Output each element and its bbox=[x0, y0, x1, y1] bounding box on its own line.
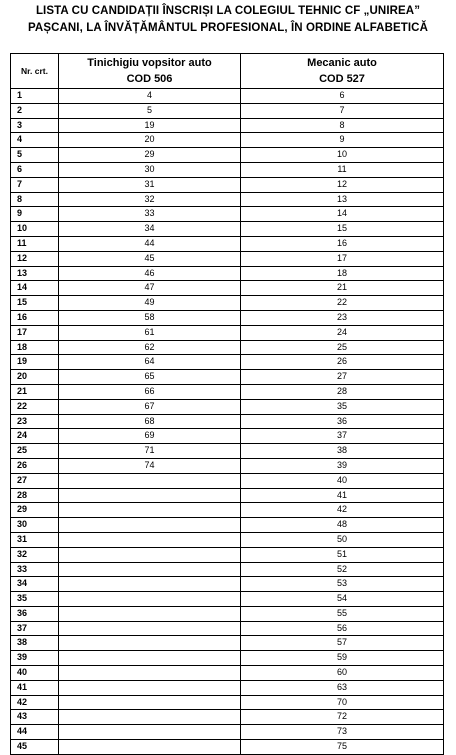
cell-mecanic: 35 bbox=[241, 399, 444, 414]
table-row bbox=[11, 547, 444, 562]
cell-mecanic: 23 bbox=[241, 310, 444, 325]
cell-mecanic: 14 bbox=[241, 207, 444, 222]
cell-mecanic: 70 bbox=[241, 695, 444, 710]
cell-tinichigiu: 31 bbox=[59, 177, 241, 192]
cell-tinichigiu: 67 bbox=[59, 399, 241, 414]
table-row bbox=[11, 103, 444, 118]
table-row bbox=[11, 725, 444, 740]
cell-mecanic: 7 bbox=[241, 103, 444, 118]
cell-tinichigiu: 33 bbox=[59, 207, 241, 222]
table-row bbox=[11, 651, 444, 666]
cell-mecanic: 54 bbox=[241, 592, 444, 607]
cell-tinichigiu: 46 bbox=[59, 266, 241, 281]
header-tinichigiu-name: Tinichigiu vopsitor auto bbox=[87, 57, 212, 69]
cell-tinichigiu: 29 bbox=[59, 148, 241, 163]
cell-tinichigiu: 4 bbox=[59, 89, 241, 104]
row-nr: 21 bbox=[11, 384, 59, 399]
table-row bbox=[11, 384, 444, 399]
table-row bbox=[11, 503, 444, 518]
row-nr: 41 bbox=[11, 680, 59, 695]
cell-mecanic: 36 bbox=[241, 414, 444, 429]
table-row bbox=[11, 695, 444, 710]
cell-mecanic: 11 bbox=[241, 162, 444, 177]
table-row bbox=[11, 207, 444, 222]
cell-tinichigiu bbox=[59, 503, 241, 518]
cell-mecanic: 39 bbox=[241, 458, 444, 473]
table-row bbox=[11, 473, 444, 488]
cell-mecanic: 38 bbox=[241, 444, 444, 459]
cell-mecanic: 50 bbox=[241, 532, 444, 547]
table-row bbox=[11, 236, 444, 251]
table-row bbox=[11, 710, 444, 725]
cell-tinichigiu bbox=[59, 518, 241, 533]
cell-tinichigiu: 44 bbox=[59, 236, 241, 251]
cell-mecanic: 56 bbox=[241, 621, 444, 636]
row-nr: 45 bbox=[11, 740, 59, 755]
header-mecanic bbox=[241, 54, 444, 89]
row-nr: 16 bbox=[11, 310, 59, 325]
cell-mecanic: 42 bbox=[241, 503, 444, 518]
table-row bbox=[11, 266, 444, 281]
row-nr: 27 bbox=[11, 473, 59, 488]
row-nr: 22 bbox=[11, 399, 59, 414]
row-nr: 12 bbox=[11, 251, 59, 266]
cell-tinichigiu: 32 bbox=[59, 192, 241, 207]
table-row bbox=[11, 666, 444, 681]
header-nr-crt: Nr. crt. bbox=[11, 54, 59, 89]
table-row bbox=[11, 222, 444, 237]
cell-mecanic: 17 bbox=[241, 251, 444, 266]
cell-tinichigiu bbox=[59, 606, 241, 621]
cell-tinichigiu: 34 bbox=[59, 222, 241, 237]
table-row bbox=[11, 325, 444, 340]
table-row bbox=[11, 148, 444, 163]
cell-mecanic: 24 bbox=[241, 325, 444, 340]
row-nr: 33 bbox=[11, 562, 59, 577]
header-tinichigiu bbox=[59, 54, 241, 89]
cell-tinichigiu bbox=[59, 710, 241, 725]
table-row bbox=[11, 89, 444, 104]
row-nr: 23 bbox=[11, 414, 59, 429]
cell-mecanic: 72 bbox=[241, 710, 444, 725]
header-mecanic-name: Mecanic auto bbox=[307, 57, 377, 69]
cell-mecanic: 55 bbox=[241, 606, 444, 621]
cell-mecanic: 15 bbox=[241, 222, 444, 237]
cell-mecanic: 13 bbox=[241, 192, 444, 207]
cell-mecanic: 37 bbox=[241, 429, 444, 444]
row-nr: 7 bbox=[11, 177, 59, 192]
cell-mecanic: 10 bbox=[241, 148, 444, 163]
table-row bbox=[11, 636, 444, 651]
cell-mecanic: 8 bbox=[241, 118, 444, 133]
title-line-1: LISTA CU CANDIDAȚII ÎNSCRIȘI LA COLEGIUL TEHNIC CF „UNIREA” bbox=[35, 5, 421, 17]
table-row bbox=[11, 592, 444, 607]
row-nr: 44 bbox=[11, 725, 59, 740]
table-row bbox=[11, 458, 444, 473]
table-row bbox=[11, 399, 444, 414]
row-nr: 1 bbox=[11, 89, 59, 104]
cell-tinichigiu bbox=[59, 547, 241, 562]
cell-mecanic: 63 bbox=[241, 680, 444, 695]
row-nr: 3 bbox=[11, 118, 59, 133]
table-row bbox=[11, 340, 444, 355]
row-nr: 20 bbox=[11, 370, 59, 385]
row-nr: 17 bbox=[11, 325, 59, 340]
cell-tinichigiu: 69 bbox=[59, 429, 241, 444]
document-title bbox=[0, 3, 456, 37]
table-row bbox=[11, 177, 444, 192]
cell-mecanic: 51 bbox=[241, 547, 444, 562]
cell-tinichigiu: 74 bbox=[59, 458, 241, 473]
cell-mecanic: 18 bbox=[241, 266, 444, 281]
row-nr: 28 bbox=[11, 488, 59, 503]
cell-mecanic: 53 bbox=[241, 577, 444, 592]
cell-mecanic: 59 bbox=[241, 651, 444, 666]
table-row bbox=[11, 488, 444, 503]
table-row bbox=[11, 355, 444, 370]
row-nr: 31 bbox=[11, 532, 59, 547]
cell-mecanic: 12 bbox=[241, 177, 444, 192]
table-body bbox=[11, 89, 444, 755]
cell-tinichigiu bbox=[59, 592, 241, 607]
table-row bbox=[11, 429, 444, 444]
table-row bbox=[11, 118, 444, 133]
table-row bbox=[11, 192, 444, 207]
cell-tinichigiu: 19 bbox=[59, 118, 241, 133]
row-nr: 29 bbox=[11, 503, 59, 518]
row-nr: 13 bbox=[11, 266, 59, 281]
cell-tinichigiu bbox=[59, 740, 241, 755]
cell-tinichigiu bbox=[59, 488, 241, 503]
row-nr: 4 bbox=[11, 133, 59, 148]
cell-tinichigiu: 30 bbox=[59, 162, 241, 177]
table-row bbox=[11, 310, 444, 325]
row-nr: 18 bbox=[11, 340, 59, 355]
cell-tinichigiu: 58 bbox=[59, 310, 241, 325]
row-nr: 30 bbox=[11, 518, 59, 533]
table-row bbox=[11, 518, 444, 533]
cell-mecanic: 6 bbox=[241, 89, 444, 104]
cell-tinichigiu: 5 bbox=[59, 103, 241, 118]
cell-mecanic: 40 bbox=[241, 473, 444, 488]
table-row bbox=[11, 370, 444, 385]
row-nr: 14 bbox=[11, 281, 59, 296]
cell-tinichigiu bbox=[59, 577, 241, 592]
cell-mecanic: 25 bbox=[241, 340, 444, 355]
table-header-row bbox=[11, 54, 444, 89]
cell-mecanic: 28 bbox=[241, 384, 444, 399]
cell-mecanic: 52 bbox=[241, 562, 444, 577]
cell-tinichigiu: 68 bbox=[59, 414, 241, 429]
row-nr: 9 bbox=[11, 207, 59, 222]
row-nr: 10 bbox=[11, 222, 59, 237]
cell-tinichigiu: 62 bbox=[59, 340, 241, 355]
cell-tinichigiu: 64 bbox=[59, 355, 241, 370]
row-nr: 42 bbox=[11, 695, 59, 710]
table-row bbox=[11, 680, 444, 695]
row-nr: 15 bbox=[11, 296, 59, 311]
cell-tinichigiu: 20 bbox=[59, 133, 241, 148]
cell-mecanic: 41 bbox=[241, 488, 444, 503]
cell-tinichigiu bbox=[59, 666, 241, 681]
cell-mecanic: 75 bbox=[241, 740, 444, 755]
cell-mecanic: 26 bbox=[241, 355, 444, 370]
table-row bbox=[11, 133, 444, 148]
candidates-table bbox=[10, 53, 444, 755]
table-row bbox=[11, 740, 444, 755]
cell-mecanic: 60 bbox=[241, 666, 444, 681]
cell-tinichigiu bbox=[59, 532, 241, 547]
table-row bbox=[11, 251, 444, 266]
row-nr: 6 bbox=[11, 162, 59, 177]
row-nr: 34 bbox=[11, 577, 59, 592]
cell-tinichigiu bbox=[59, 725, 241, 740]
row-nr: 39 bbox=[11, 651, 59, 666]
row-nr: 11 bbox=[11, 236, 59, 251]
cell-mecanic: 22 bbox=[241, 296, 444, 311]
row-nr: 24 bbox=[11, 429, 59, 444]
table-row bbox=[11, 562, 444, 577]
table-row bbox=[11, 414, 444, 429]
row-nr: 26 bbox=[11, 458, 59, 473]
header-mecanic-code: COD 527 bbox=[319, 73, 365, 85]
table-row bbox=[11, 162, 444, 177]
cell-tinichigiu bbox=[59, 636, 241, 651]
cell-tinichigiu bbox=[59, 621, 241, 636]
cell-tinichigiu: 61 bbox=[59, 325, 241, 340]
table-row bbox=[11, 577, 444, 592]
table-row bbox=[11, 606, 444, 621]
row-nr: 35 bbox=[11, 592, 59, 607]
cell-tinichigiu bbox=[59, 473, 241, 488]
cell-mecanic: 9 bbox=[241, 133, 444, 148]
row-nr: 36 bbox=[11, 606, 59, 621]
row-nr: 2 bbox=[11, 103, 59, 118]
cell-mecanic: 27 bbox=[241, 370, 444, 385]
row-nr: 40 bbox=[11, 666, 59, 681]
cell-tinichigiu: 45 bbox=[59, 251, 241, 266]
table-row bbox=[11, 532, 444, 547]
table-row bbox=[11, 281, 444, 296]
cell-mecanic: 16 bbox=[241, 236, 444, 251]
table-row bbox=[11, 621, 444, 636]
cell-tinichigiu bbox=[59, 695, 241, 710]
cell-mecanic: 48 bbox=[241, 518, 444, 533]
row-nr: 5 bbox=[11, 148, 59, 163]
cell-mecanic: 21 bbox=[241, 281, 444, 296]
header-tinichigiu-code: COD 506 bbox=[126, 73, 173, 85]
row-nr: 19 bbox=[11, 355, 59, 370]
row-nr: 38 bbox=[11, 636, 59, 651]
title-line-2: PAȘCANI, LA ÎNVĂȚĂMÂNTUL PROFESIONAL, ÎN ORDINE ALFABETICĂ bbox=[28, 22, 428, 34]
row-nr: 25 bbox=[11, 444, 59, 459]
cell-tinichigiu bbox=[59, 680, 241, 695]
row-nr: 43 bbox=[11, 710, 59, 725]
cell-tinichigiu bbox=[59, 562, 241, 577]
cell-tinichigiu: 49 bbox=[59, 296, 241, 311]
table-row bbox=[11, 444, 444, 459]
cell-tinichigiu bbox=[59, 651, 241, 666]
cell-mecanic: 57 bbox=[241, 636, 444, 651]
table-row bbox=[11, 296, 444, 311]
cell-tinichigiu: 65 bbox=[59, 370, 241, 385]
cell-tinichigiu: 71 bbox=[59, 444, 241, 459]
row-nr: 8 bbox=[11, 192, 59, 207]
cell-tinichigiu: 66 bbox=[59, 384, 241, 399]
row-nr: 32 bbox=[11, 547, 59, 562]
row-nr: 37 bbox=[11, 621, 59, 636]
cell-tinichigiu: 47 bbox=[59, 281, 241, 296]
cell-mecanic: 73 bbox=[241, 725, 444, 740]
